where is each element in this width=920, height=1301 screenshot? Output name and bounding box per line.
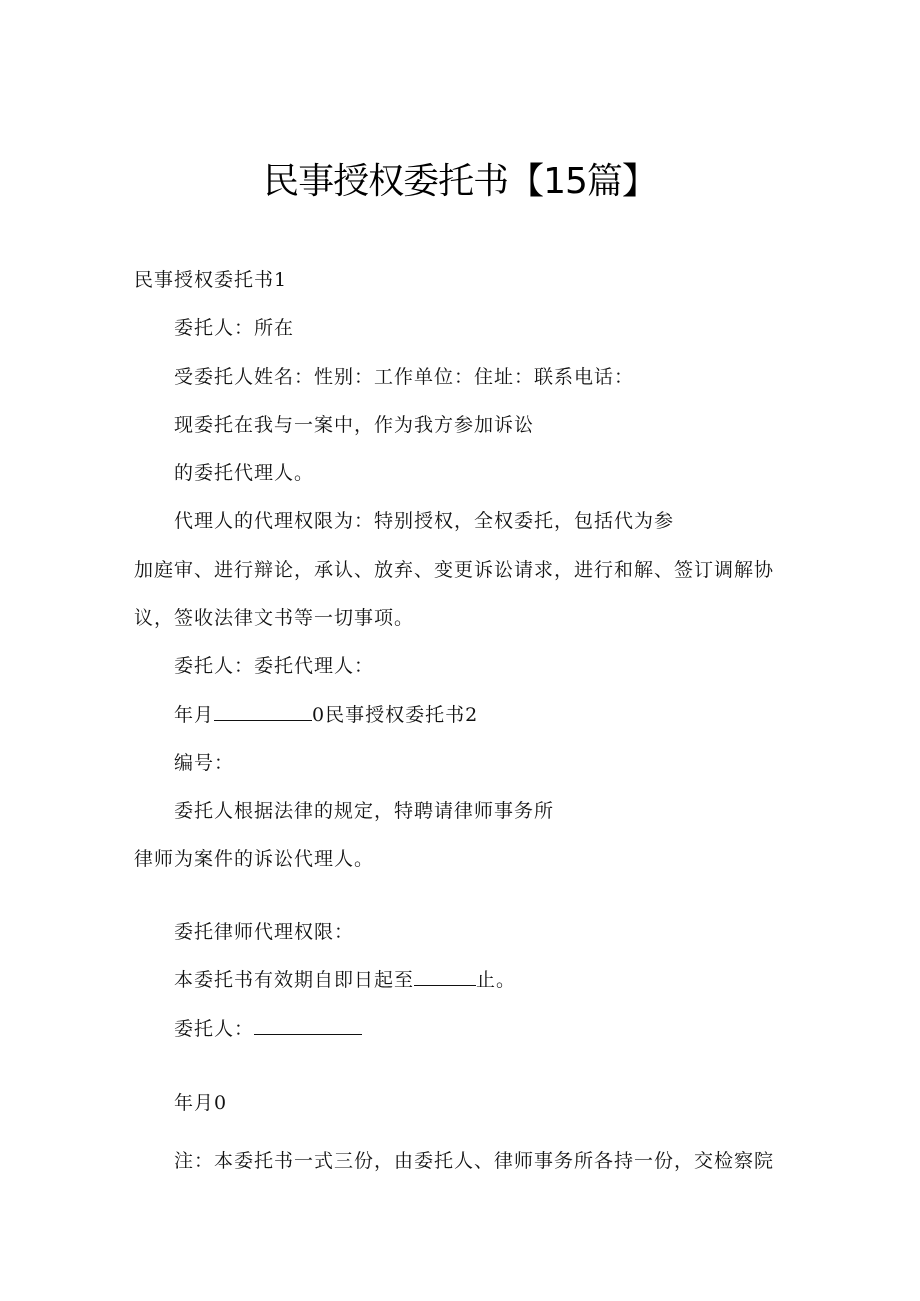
principal-signature-line (174, 1016, 362, 1042)
authority-line-2: 加庭审、进行辩论，承认、放弃、变更诉讼请求，进行和解、签订调解协 (134, 559, 775, 581)
validity-blank (414, 967, 476, 986)
authority-line-3: 议，签收法律文书等一切事项。 (134, 607, 415, 629)
authority-label: 委托律师代理权限： (174, 921, 355, 943)
section-1-heading: 民事授权委托书1 (134, 269, 288, 291)
note-line: 注：本委托书一式三份，由委托人、律师事务所各持一份，交检察院 (174, 1150, 775, 1172)
date-line-1 (174, 702, 478, 728)
validity-prefix: 本委托书有效期自即日起至 (174, 969, 415, 991)
agent-info-line: 受委托人姓名：性别：工作单位：住址：联系电话： (174, 366, 635, 388)
date-blank (214, 702, 312, 721)
authority-line-1: 代理人的代理权限为：特别授权，全权委托，包括代为参 (174, 510, 675, 532)
validity-line (174, 967, 516, 993)
date-prefix: 年月 (174, 704, 215, 726)
validity-suffix: 止。 (476, 969, 517, 991)
principal-blank (254, 1016, 362, 1035)
date-line-2: 年月0 (174, 1092, 228, 1114)
hire-line-2: 律师为案件的诉讼代理人。 (134, 848, 375, 870)
entrust-line: 现委托在我与一案中，作为我方参加诉讼 (174, 414, 535, 436)
number-label: 编号： (174, 752, 235, 774)
hire-line-1: 委托人根据法律的规定，特聘请律师事务所 (174, 800, 555, 822)
document-title: 民事授权委托书【15篇】 (263, 161, 657, 202)
principal-line: 委托人：所在 (174, 317, 295, 339)
signature-line: 委托人：委托代理人： (174, 655, 375, 677)
date-suffix: 0民事授权委托书2 (312, 704, 479, 726)
principal-label: 委托人： (174, 1018, 255, 1040)
agent-role-line: 的委托代理人。 (174, 462, 315, 484)
